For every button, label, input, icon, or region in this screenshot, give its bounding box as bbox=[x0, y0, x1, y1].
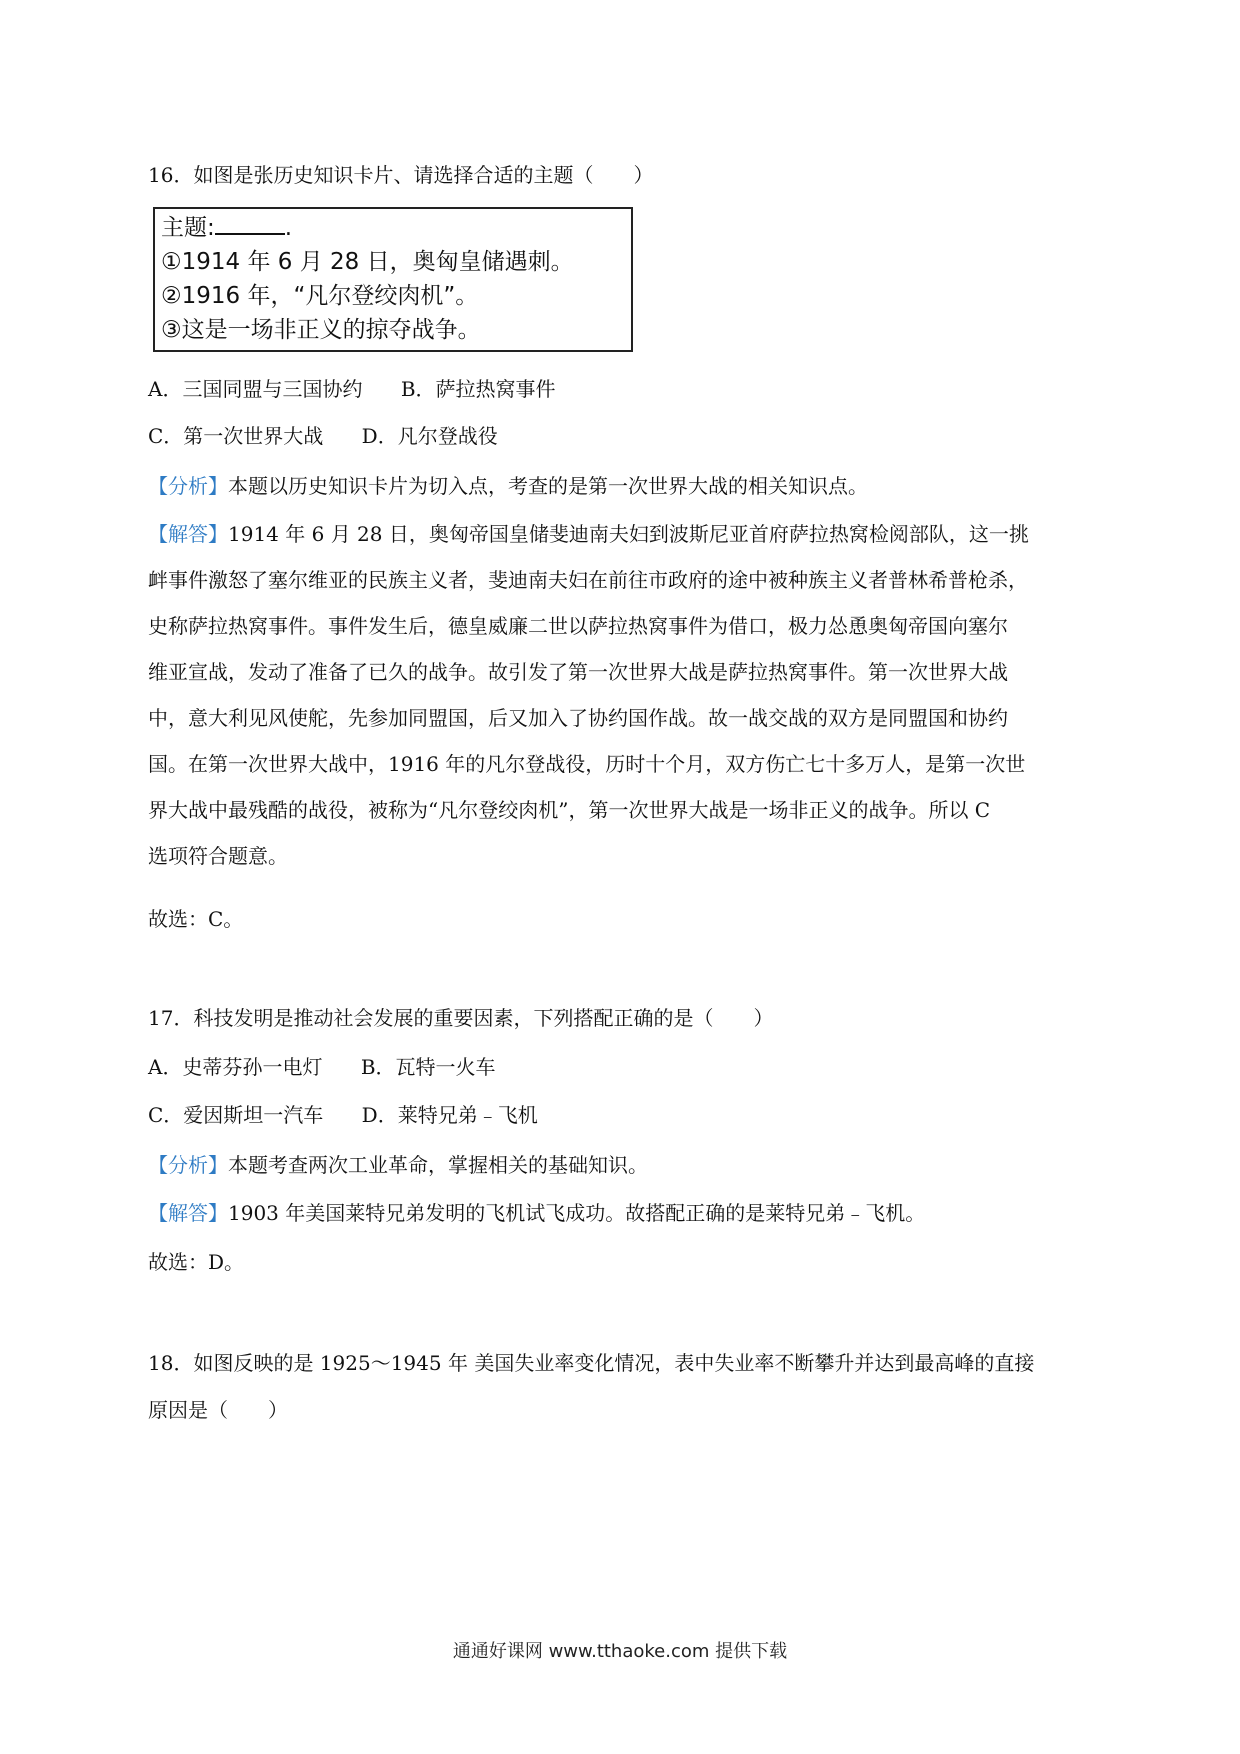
q17-option-b: B．瓦特一火车 bbox=[360, 1055, 496, 1079]
q16-option-c: C．第一次世界大战 bbox=[148, 424, 324, 448]
answer-line bbox=[148, 511, 1098, 557]
q17-option-a: A．史蒂芬孙一电灯 bbox=[148, 1055, 323, 1079]
q16-option-d: D．凡尔登战役 bbox=[361, 424, 498, 448]
card-item-1: ①1914 年 6 月 28 日，奥匈皇储遇刺。 bbox=[161, 249, 574, 275]
card-topic-suffix: . bbox=[284, 215, 293, 241]
analysis-text: 本题考查两次工业革命，掌握相关的基础知识。 bbox=[228, 1153, 648, 1177]
answer-text: 1903 年美国莱特兄弟发明的飞机试飞成功。故搭配正确的是莱特兄弟﹣飞机。 bbox=[228, 1201, 926, 1225]
q16-options-row-1 bbox=[148, 374, 588, 404]
answer-tag: 【解答】 bbox=[148, 522, 228, 546]
q17-choice: 故选：D。 bbox=[148, 1250, 245, 1274]
q16-option-b: B．萨拉热窝事件 bbox=[400, 377, 556, 401]
q17-question: 17．科技发明是推动社会发展的重要因素，下列搭配正确的是（ ） bbox=[148, 1006, 774, 1030]
card-item-2: ②1916 年，“凡尔登绞肉机”。 bbox=[161, 283, 479, 309]
card-topic-label: 主题: bbox=[161, 215, 215, 241]
q18-question-line-2: 原因是（ ） bbox=[148, 1398, 288, 1422]
card-topic-blank bbox=[215, 215, 285, 235]
card-item-3: ③这是一场非正义的掠夺战争。 bbox=[161, 317, 481, 343]
q17-analysis bbox=[148, 1150, 648, 1180]
answer-line: 维亚宣战，发动了准备了已久的战争。故引发了第一次世界大战是萨拉热窝事件。第一次世界大战 bbox=[148, 660, 1008, 684]
answer-line: 中，意大利见风使舵，先参加同盟国，后又加入了协约国作战。故一战交战的双方是同盟国和协约 bbox=[148, 706, 1008, 730]
q16-answer bbox=[148, 511, 1098, 879]
q16-question: 16．如图是张历史知识卡片、请选择合适的主题（ ） bbox=[148, 163, 654, 187]
answer-tag: 【解答】 bbox=[148, 1201, 228, 1225]
q17-option-c: C．爱因斯坦一汽车 bbox=[148, 1103, 324, 1127]
q17-options-row-1 bbox=[148, 1052, 528, 1082]
answer-line: 史称萨拉热窝事件。事件发生后，德皇威廉二世以萨拉热窝事件为借口，极力怂恿奥匈帝国向塞尔 bbox=[148, 614, 1008, 638]
answer-line: 界大战中最残酷的战役，被称为“凡尔登绞肉机”，第一次世界大战是一场非正义的战争。所以 C bbox=[148, 798, 991, 822]
q16-options-row-2 bbox=[148, 421, 530, 451]
answer-line: 衅事件激怒了塞尔维亚的民族主义者，斐迪南夫妇在前往市政府的途中被种族主义者普林希普枪杀， bbox=[148, 568, 1028, 592]
q16-analysis bbox=[148, 471, 868, 501]
analysis-tag: 【分析】 bbox=[148, 1153, 228, 1177]
analysis-tag: 【分析】 bbox=[148, 474, 228, 498]
q18-question-line-1: 18．如图反映的是 1925～1945 年 美国失业率变化情况，表中失业率不断攀升并达到最高峰的直接 bbox=[148, 1351, 1035, 1375]
analysis-text: 本题以历史知识卡片为切入点，考查的是第一次世界大战的相关知识点。 bbox=[228, 474, 868, 498]
q17-answer bbox=[148, 1198, 925, 1228]
knowledge-card bbox=[153, 207, 633, 352]
card-topic-row bbox=[161, 211, 625, 245]
answer-line: 国。在第一次世界大战中，1916 年的凡尔登战役，历时十个月，双方伤亡七十多万人，是第一次世 bbox=[148, 752, 1026, 776]
page-footer: 通通好课网 www.tthaoke.com 提供下载 bbox=[452, 1641, 788, 1662]
answer-text: 1914 年 6 月 28 日，奥匈帝国皇储斐迪南夫妇到波斯尼亚首府萨拉热窝检阅部队，这一挑 bbox=[228, 522, 1029, 546]
answer-line: 选项符合题意。 bbox=[148, 844, 288, 868]
q17-option-d: D．莱特兄弟﹣飞机 bbox=[361, 1103, 538, 1127]
q17-options-row-2 bbox=[148, 1100, 570, 1130]
q16-choice: 故选：C。 bbox=[148, 907, 244, 931]
q16-option-a: A．三国同盟与三国协约 bbox=[148, 377, 363, 401]
